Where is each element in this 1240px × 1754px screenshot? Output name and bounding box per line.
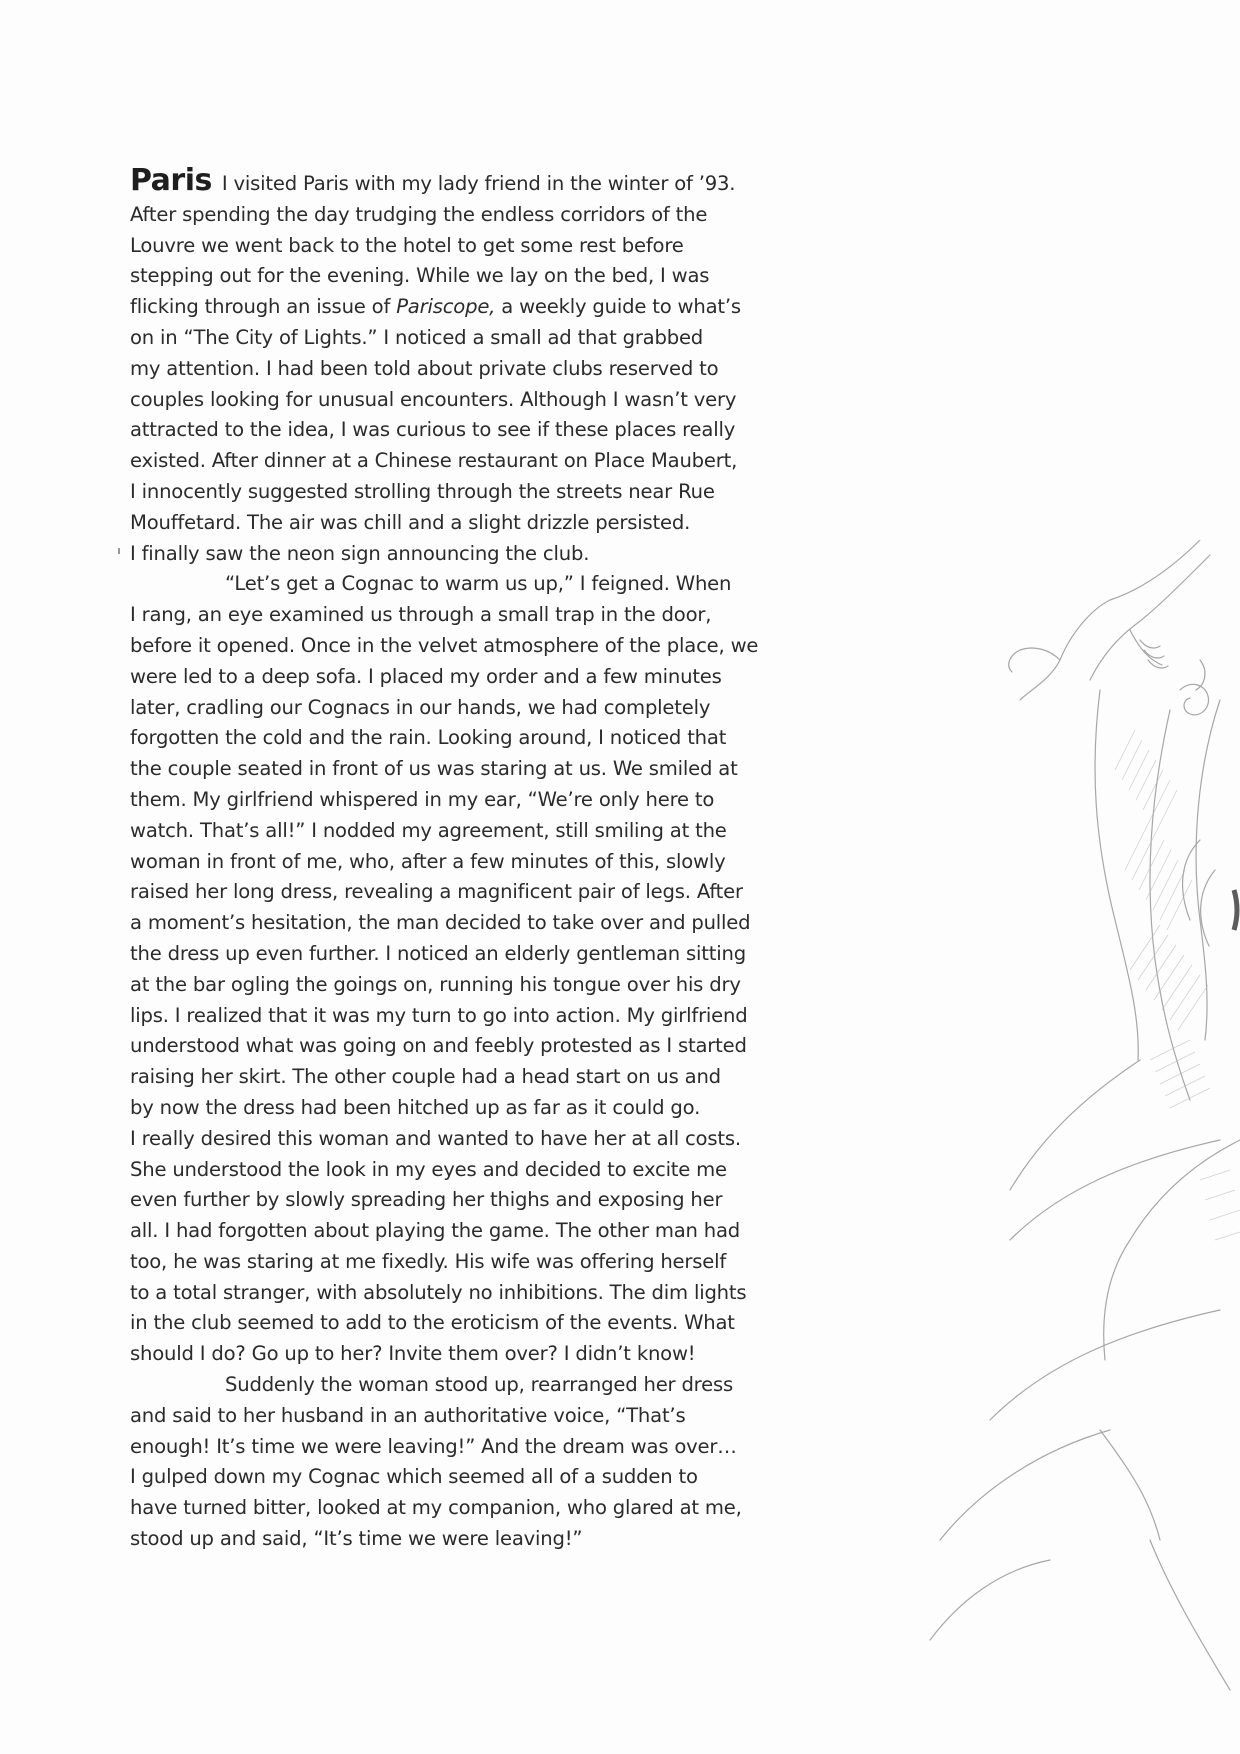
- story-line: [130, 354, 770, 385]
- text-run: stepping out for the evening. While we lay on the bed, I was: [130, 264, 710, 288]
- story-line: [130, 1308, 770, 1339]
- text-run: in the club seemed to add to the eroticism of the events. What: [130, 1311, 735, 1335]
- story-line: [130, 1493, 770, 1524]
- italic-title: Pariscope,: [396, 295, 496, 319]
- text-run: later, cradling our Cognacs in our hands, we had completely: [130, 695, 711, 719]
- text-run: them. My girlfriend whispered in my ear, “We’re only here to: [130, 787, 715, 811]
- text-run: I finally saw the neon sign announcing the club.: [130, 541, 590, 565]
- margin-mark: [118, 548, 120, 554]
- story-line: [130, 200, 770, 231]
- text-run: too, he was staring at me fixedly. His wife was offering herself: [130, 1249, 727, 1273]
- story-line: [130, 754, 770, 785]
- story-line: [130, 261, 770, 292]
- text-run: my attention. I had been told about private clubs reserved to: [130, 356, 719, 380]
- text-run: should I do? Go up to her? Invite them over? I didn’t know!: [130, 1342, 696, 1366]
- story-line: [130, 1462, 770, 1493]
- story-line: [130, 1001, 770, 1032]
- text-run: have turned bitter, looked at my companion, who glared at me,: [130, 1496, 742, 1520]
- text-run: the couple seated in front of us was staring at us. We smiled at: [130, 757, 738, 781]
- story-line: [130, 816, 770, 847]
- text-run: before it opened. Once in the velvet atmosphere of the place, we: [130, 633, 759, 657]
- story-line: [130, 1339, 770, 1370]
- text-run: I rang, an eye examined us through a small trap in the door,: [130, 603, 712, 627]
- story-line: [130, 1185, 770, 1216]
- story-line: [130, 847, 770, 878]
- story-line: [130, 1370, 770, 1401]
- text-run: the dress up even further. I noticed an elderly gentleman sitting: [130, 941, 746, 965]
- text-run: Louvre we went back to the hotel to get some rest before: [130, 233, 684, 257]
- story-line: [130, 1093, 770, 1124]
- story-line: [130, 785, 770, 816]
- text-run: She understood the look in my eyes and decided to excite me: [130, 1157, 727, 1181]
- story-line: [130, 415, 770, 446]
- text-run: I gulped down my Cognac which seemed all of a sudden to: [130, 1465, 698, 1489]
- text-run: I really desired this woman and wanted to have her at all costs.: [130, 1126, 741, 1150]
- story-line: [130, 1155, 770, 1186]
- story-line: [130, 877, 770, 908]
- story-line: [130, 477, 770, 508]
- story-line: [130, 1247, 770, 1278]
- text-run: understood what was going on and feebly protested as I started: [130, 1034, 747, 1058]
- text-run: couples looking for unusual encounters. Although I wasn’t very: [130, 387, 737, 411]
- text-run: forgotten the cold and the rain. Looking around, I noticed that: [130, 726, 727, 750]
- story-line: [130, 908, 770, 939]
- text-run: lips. I realized that it was my turn to go into action. My girlfriend: [130, 1003, 748, 1027]
- story-line: [130, 631, 770, 662]
- text-run: were led to a deep sofa. I placed my order and a few minutes: [130, 664, 722, 688]
- story-line: [130, 693, 770, 724]
- text-run: on in “The City of Lights.” I noticed a small ad that grabbed: [130, 325, 704, 349]
- story-line: [130, 569, 770, 600]
- text-run: woman in front of me, who, after a few minutes of this, slowly: [130, 849, 726, 873]
- text-run: a weekly guide to what’s: [495, 295, 741, 319]
- text-run: I visited Paris with my lady friend in the winter of ’93.: [215, 172, 736, 195]
- story-line: [130, 600, 770, 631]
- story-line: [130, 446, 770, 477]
- story-line: [130, 1278, 770, 1309]
- story-line: [130, 723, 770, 754]
- story-line: [130, 1401, 770, 1432]
- text-run: even further by slowly spreading her thighs and exposing her: [130, 1188, 723, 1212]
- text-run: I innocently suggested strolling through the streets near Rue: [130, 479, 715, 503]
- text-run: to a total stranger, with absolutely no inhibitions. The dim lights: [130, 1280, 747, 1304]
- text-run: raising her skirt. The other couple had a head start on us and: [130, 1065, 721, 1089]
- story-line: [130, 539, 770, 570]
- story-line: [130, 385, 770, 416]
- text-run: “Let’s get a Cognac to warm us up,” I feigned. When: [225, 572, 732, 596]
- place-heading: Paris: [130, 163, 212, 198]
- text-run: raised her long dress, revealing a magnificent pair of legs. After: [130, 880, 743, 904]
- pencil-sketch-illustration: [900, 540, 1240, 1720]
- text-run: by now the dress had been hitched up as far as it could go.: [130, 1095, 701, 1119]
- story-line: [130, 1031, 770, 1062]
- text-run: all. I had forgotten about playing the game. The other man had: [130, 1219, 741, 1243]
- text-run: Suddenly the woman stood up, rearranged her dress: [225, 1373, 733, 1397]
- text-run: flicking through an issue of: [130, 295, 397, 319]
- text-run: existed. After dinner at a Chinese restaurant on Place Maubert,: [130, 449, 738, 473]
- story-line: [130, 323, 770, 354]
- story-line: [130, 163, 770, 200]
- text-run: attracted to the idea, I was curious to see if these places really: [130, 418, 736, 442]
- text-run: at the bar ogling the goings on, running his tongue over his dry: [130, 972, 741, 996]
- story-text: [130, 163, 770, 1555]
- text-run: Mouffetard. The air was chill and a slight drizzle persisted.: [130, 510, 691, 534]
- story-line: [130, 231, 770, 262]
- story-line: [130, 1432, 770, 1463]
- story-line: [130, 1124, 770, 1155]
- story-line: [130, 292, 770, 323]
- story-line: [130, 1062, 770, 1093]
- story-line: [130, 1524, 770, 1555]
- text-run: After spending the day trudging the endless corridors of the: [130, 202, 708, 226]
- story-line: [130, 939, 770, 970]
- text-run: a moment’s hesitation, the man decided to take over and pulled: [130, 911, 751, 935]
- text-run: and said to her husband in an authoritative voice, “That’s: [130, 1403, 686, 1427]
- story-line: [130, 1216, 770, 1247]
- text-run: stood up and said, “It’s time we were leaving!”: [130, 1527, 583, 1551]
- story-line: [130, 970, 770, 1001]
- text-run: enough! It’s time we were leaving!” And the dream was over…: [130, 1434, 737, 1458]
- text-run: watch. That’s all!” I nodded my agreement, still smiling at the: [130, 818, 727, 842]
- story-line: [130, 508, 770, 539]
- story-line: [130, 662, 770, 693]
